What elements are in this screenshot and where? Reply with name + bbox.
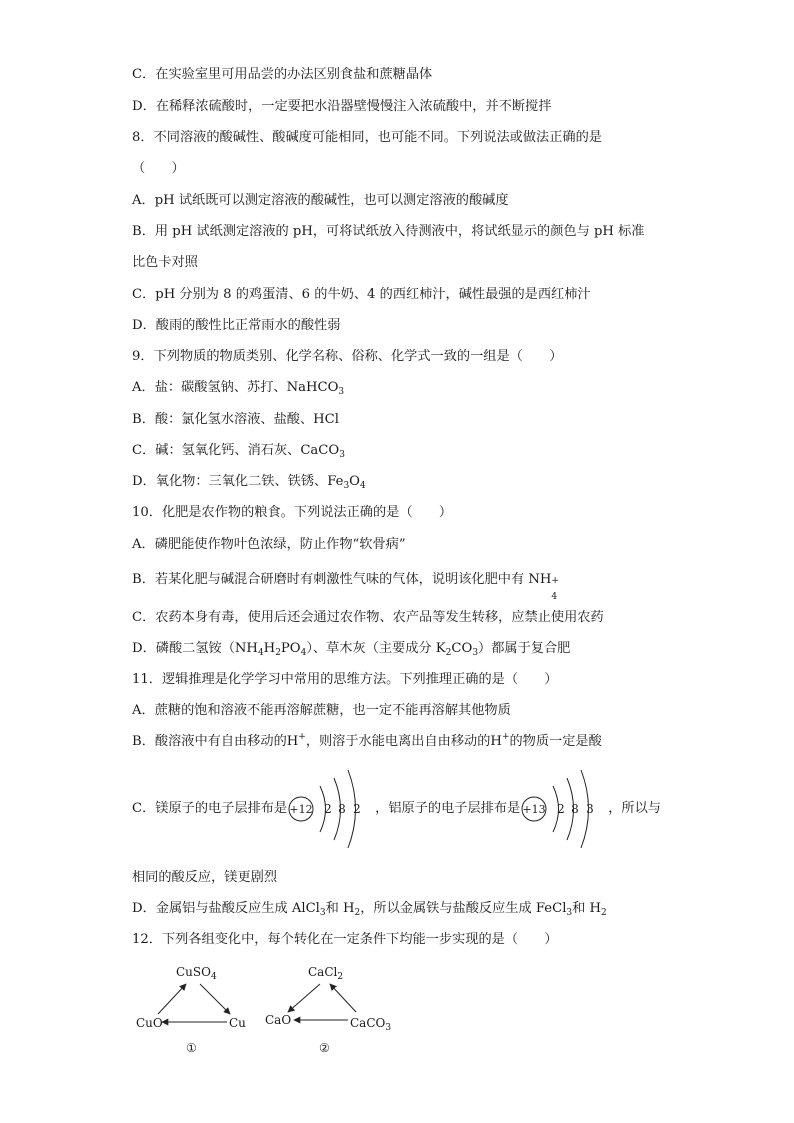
- q8-option-a: A．pH 试纸既可以测定溶液的酸碱性，也可以测定溶液的酸碱度: [132, 193, 509, 208]
- mg-shell-3: 2: [353, 802, 361, 816]
- q12-stem: 12．下列各组变化中，每个转化在一定条件下均能一步实现的是（ ）: [132, 932, 558, 947]
- mg-shell-2: 8: [338, 802, 346, 816]
- q7-option-d: D．在稀释浓硫酸时，一定要把水沿器壁慢慢注入浓硫酸中，并不断搅拌: [132, 99, 552, 114]
- d2-left: CaO: [265, 1013, 292, 1027]
- d1-left: CuO: [136, 1016, 163, 1030]
- q12-diagrams: [128, 960, 418, 1060]
- q8-option-c: C．pH 分别为 8 的鸡蛋清、6 的牛奶、4 的西红柿汁，碱性最强的是西红柿汁: [132, 287, 591, 302]
- diagram-2: [265, 965, 391, 1055]
- d2-label: ②: [319, 1041, 330, 1055]
- q9-stem: 9．下列物质的物质类别、化学名称、俗称、化学式一致的一组是（ ）: [132, 349, 563, 364]
- diagram-1: [136, 965, 246, 1055]
- q9-option-c: C．碱：氢氧化钙、消石灰、CaCO$_3$: [132, 443, 345, 460]
- mg-nucleus: +12: [289, 803, 313, 816]
- d1-arrow-cuso4-to-cu: [200, 984, 230, 1014]
- q10-option-d: D．磷酸二氢铵$(NH_4H_2PO_4)$、草木灰（主要成分 $K_2CO_3$）都属于复合肥: [132, 641, 571, 658]
- q11-option-c: C．镁原子的电子层排布是 +12 2 8 2 ，铝原子的电子层排布是 +13 2 8 3 ，所以与: [132, 764, 661, 860]
- q11-option-d: D．金属铝与盐酸反应生成 AlCl$_3$和 $H_2$，所以金属铁与盐酸反应生成 FeCl$_3$和 $H_2$: [132, 901, 607, 918]
- d1-arrow-cuo-to-cuso4: [158, 984, 186, 1014]
- al-shell-2: 8: [571, 802, 580, 816]
- q10-option-a: A．磷肥能使作物叶色浓绿，防止作物“软骨病”: [132, 537, 406, 552]
- d1-label: ①: [186, 1041, 197, 1055]
- q8-option-b: B．用 pH 试纸测定溶液的 pH，可将试纸放入待测液中，将试纸显示的颜色与 pH 标准: [132, 224, 645, 239]
- q8-answer-paren: （ ）: [132, 161, 185, 176]
- aluminum-atom-diagram: [520, 764, 608, 854]
- d2-top: CaCl$_2$: [308, 965, 344, 982]
- d2-arrow-cacl2-to-cao: [288, 984, 320, 1012]
- q8-option-b-cont: 比色卡对照: [132, 255, 198, 270]
- d1-right: Cu: [229, 1016, 246, 1030]
- q11-option-c-cont: 相同的酸反应，镁更剧烈: [132, 870, 278, 885]
- d2-arrow-caco3-to-cacl2: [330, 984, 356, 1012]
- al-shell-1: 2: [557, 802, 566, 816]
- d2-right: CaCO$_3$: [350, 1016, 392, 1033]
- q9-option-a: A．盐：碳酸氢钠、苏打、NaHCO$_3$: [132, 380, 345, 397]
- q10-option-c: C．农药本身有毒，使用后还会通过农作物、农产品等发生转移，应禁止使用农药: [132, 610, 604, 625]
- q8-option-d: D．酸雨的酸性比正常雨水的酸性弱: [132, 318, 341, 333]
- q11-stem: 11．逻辑推理是化学学习中常用的思维方法。下列推理正确的是（ ）: [132, 672, 558, 687]
- q11-option-a: A．蔗糖的饱和溶液不能再溶解蔗糖，也一定不能再溶解其他物质: [132, 703, 511, 718]
- q10-stem: 10．化肥是农作物的粮食。下列说法正确的是（ ）: [132, 505, 453, 520]
- q9-option-d: D．氧化物：三氧化二铁、铁锈、$Fe_3O_4$: [132, 474, 366, 491]
- q11-option-b: B．酸溶液中有自由移动的H+，则溶于水能电离出自由移动的H+的物质一定是酸: [132, 732, 602, 749]
- q10-option-b: B．若某化肥与碱混合研磨时有刺激性气味的气体，说明该化肥中有 NH + 4: [132, 572, 559, 602]
- al-shell-3: 3: [586, 802, 595, 816]
- q7-option-c: C．在实验室里可用品尝的办法区别食盐和蔗糖晶体: [132, 67, 433, 82]
- q9-option-b: B．酸：氯化氢水溶液、盐酸、HCl: [132, 412, 339, 427]
- al-nucleus: +13: [522, 803, 546, 816]
- mg-shell-1: 2: [324, 802, 332, 816]
- magnesium-atom-diagram: [287, 764, 375, 854]
- d1-top: CuSO$_4$: [176, 965, 217, 982]
- q8-stem: 8．不同溶液的酸碱性、酸碱度可能相同，也可能不同。下列说法或做法正确的是: [132, 130, 602, 145]
